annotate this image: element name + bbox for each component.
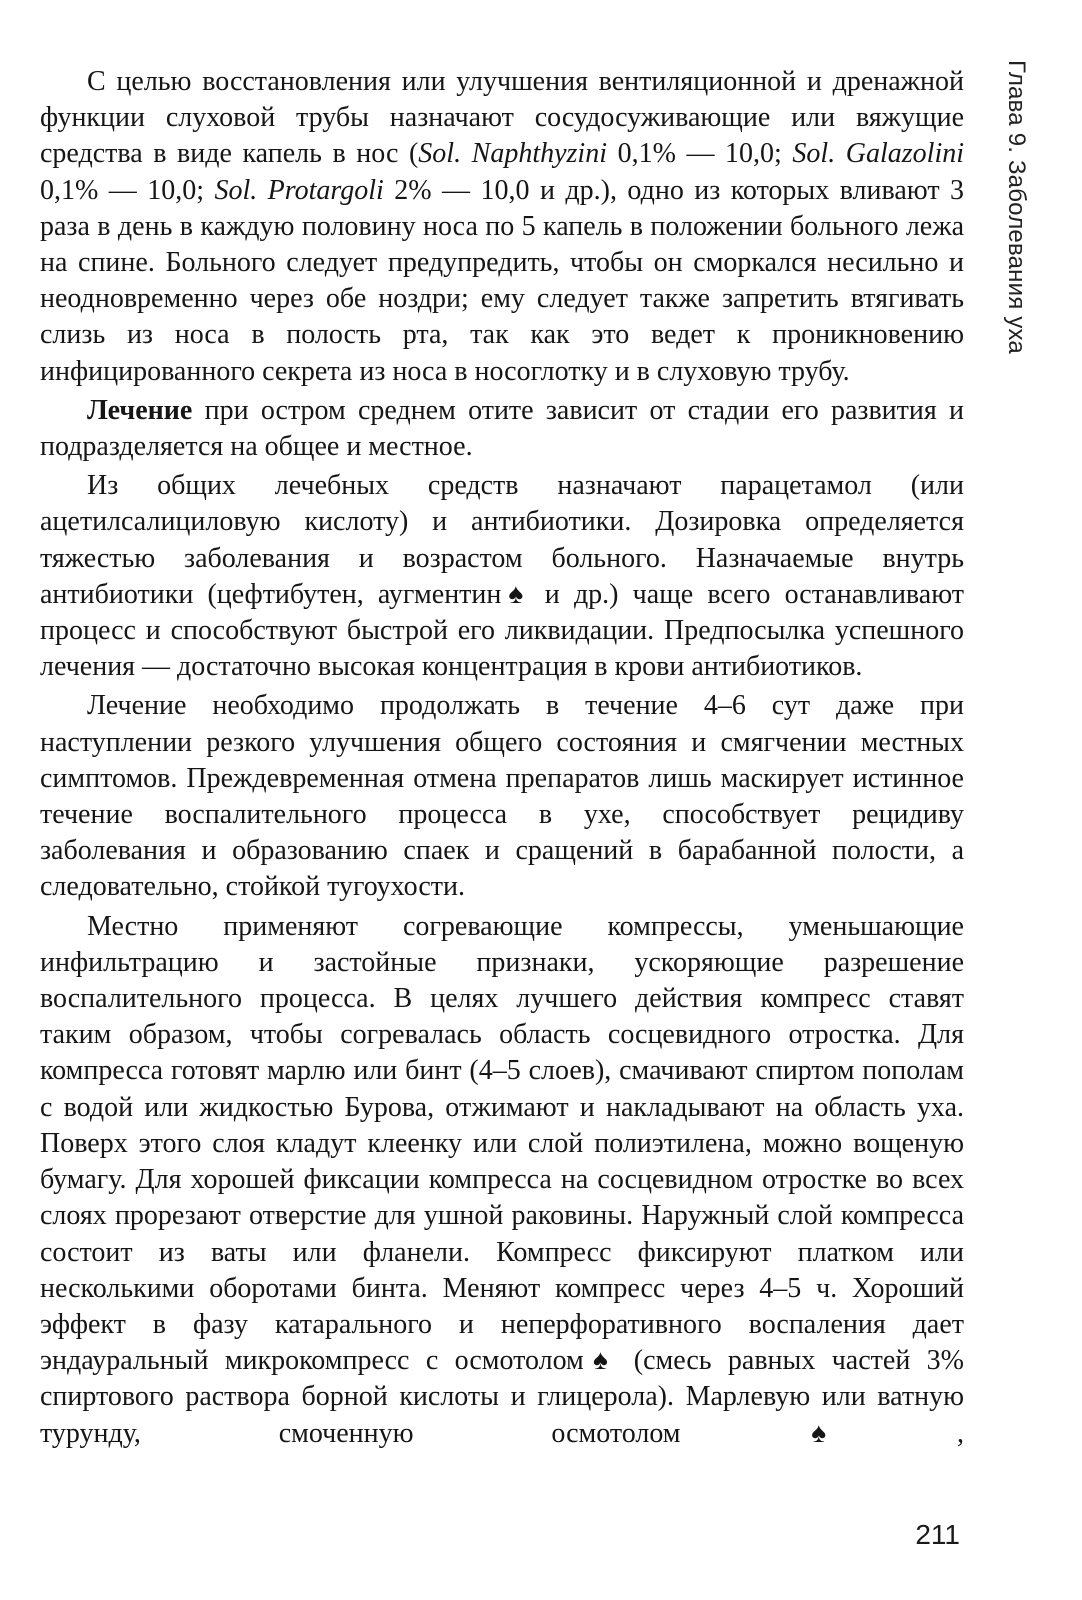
paragraph-ear-drops: С целью восстановления или улучшения вентиляционной и дренажной функции слуховой трубы назначают сосудосуживающие или вяжущие средства в виде капель в нос (Sol. Naphthyzini 0,1% — 10,0; Sol. Galazolini 0,1% — 10,0; Sol. Protargoli 2% — 10,0 и др.), одно из которых вливают 3 раза в день в каждую половину носа по 5 капель в положении больного лежа на спине. Больного следует предупредить, чтобы он сморкался несильно и неодновременно через обе ноздри; ему следует также запретить втягивать слизь из носа в полость рта, так как это ведет к проникновению инфицированного секрета из носа в носоглотку и в слуховую трубу. — [40, 66, 965, 387]
paragraph-treatment-duration: Лечение необходимо продолжать в течение 4–6 сут даже при наступлении резкого улучшения общего состояния и смягчении местных симптомов. Преждевременная отмена препаратов лишь маскирует истинное течение воспалительного процесса в ухе, способствует рецидиву заболевания и образованию спаек и сращений в барабанной полости, а следовательно, стойкой тугоухости. — [40, 690, 964, 903]
body-text — [40, 64, 964, 1452]
latin-drug-galazolin: Sol. Galazolini — [792, 138, 965, 170]
page-number: 211 — [915, 1519, 960, 1550]
paragraph-general-treatment: Из общих лечебных средств назначают парацетамол (или ацетилсалициловую кислоту) и антибиотики. Дозировка определяется тяжестью заболевания и возрастом больного. Назначаемые внутрь антибиотики (цефтибутен, аугментин♠ и др.) чаще всего останавливают процесс и способствуют быстрой его ликвидации. Предпосылка успешного лечения — достаточно высокая концентрация в крови антибиотиков. — [40, 470, 964, 683]
latin-drug-naphthyzin: Sol. Naphthyzini — [418, 138, 607, 170]
paragraph-treatment-intro: Лечение при остром среднем отите зависит от стадии его развития и подразделяется на общее и местное. — [40, 394, 964, 463]
latin-drug-protargol: Sol. Protargoli — [214, 174, 384, 206]
paragraph-local-treatment: Местно применяют согревающие компрессы, уменьшающие инфильтрацию и застойные признаки, ускоряющие разрешение воспалительного процесса. В целях лучшего действия компресс ставят таким образом, чтобы согревалась область сосцевидного отростка. Для компресса готовят марлю или бинт (4–5 слоев), смачивают спиртом пополам с водой или жидкостью Бурова, отжимают и накладывают на область уха. Поверх этого слоя кладут клеенку или слой полиэтилена, можно вощеную бумагу. Для хорошей фиксации компресса на сосцевидном отростке во всех слоях прорезают отверстие для ушной раковины. Наружный слой компресса состоит из ваты или фланели. Компресс фиксируют платком или несколькими оборотами бинта. Меняют компресс через 4–5 ч. Хороший эффект в фазу катарального и неперфоративного воспаления дает эндауральный микрокомпресс с осмотолом♠ (смесь равных частей 3% спиртового раствора борной кислоты и глицерола). Марлевую или ватную турунду, смоченную осмотолом♠, — [40, 910, 964, 1449]
chapter-running-head: Глава 9. Заболевания уха — [1003, 60, 1030, 354]
term-treatment: Лечение — [87, 394, 193, 426]
